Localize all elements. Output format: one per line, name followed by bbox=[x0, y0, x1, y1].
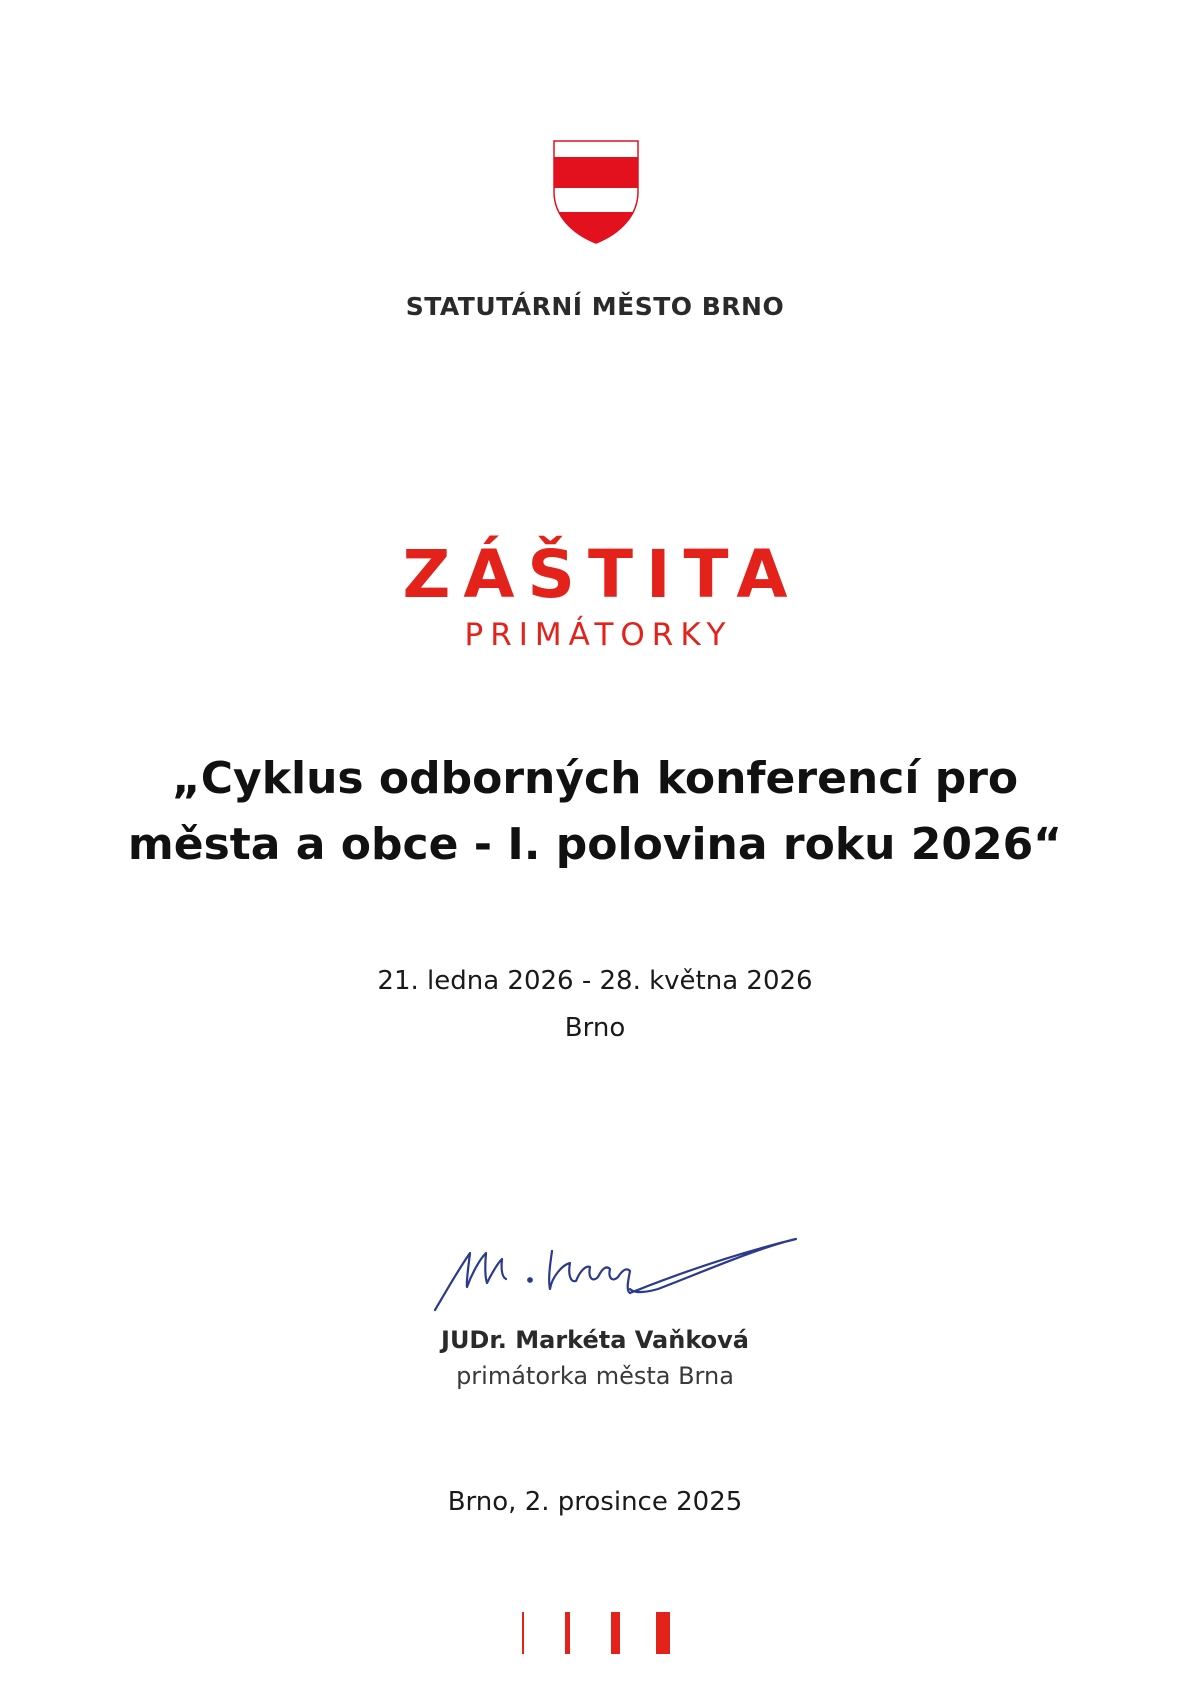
event-title-line-2: města a obce - I. polovina roku 2026“ bbox=[127, 819, 1063, 870]
event-title-line-1: „Cyklus odborných konferencí pro bbox=[171, 753, 1019, 804]
signatory-role: primátorka města Brna bbox=[456, 1362, 734, 1390]
patronage-title: ZÁŠTITA bbox=[402, 536, 801, 613]
brand-bars-icon bbox=[515, 1612, 675, 1654]
organization-name: STATUTÁRNÍ MĚSTO BRNO bbox=[405, 292, 785, 321]
patronage-subtitle: PRIMÁTORKY bbox=[464, 617, 733, 653]
issue-date: Brno, 2. prosince 2025 bbox=[447, 1487, 743, 1517]
event-place: Brno bbox=[564, 1013, 626, 1043]
brno-coat-of-arms-icon bbox=[553, 140, 639, 244]
event-dates: 21. ledna 2026 - 28. května 2026 bbox=[377, 966, 813, 996]
event-title bbox=[0, 746, 1190, 878]
handwritten-signature-icon bbox=[430, 1225, 800, 1315]
signatory-name: JUDr. Markéta Vaňková bbox=[441, 1326, 749, 1354]
